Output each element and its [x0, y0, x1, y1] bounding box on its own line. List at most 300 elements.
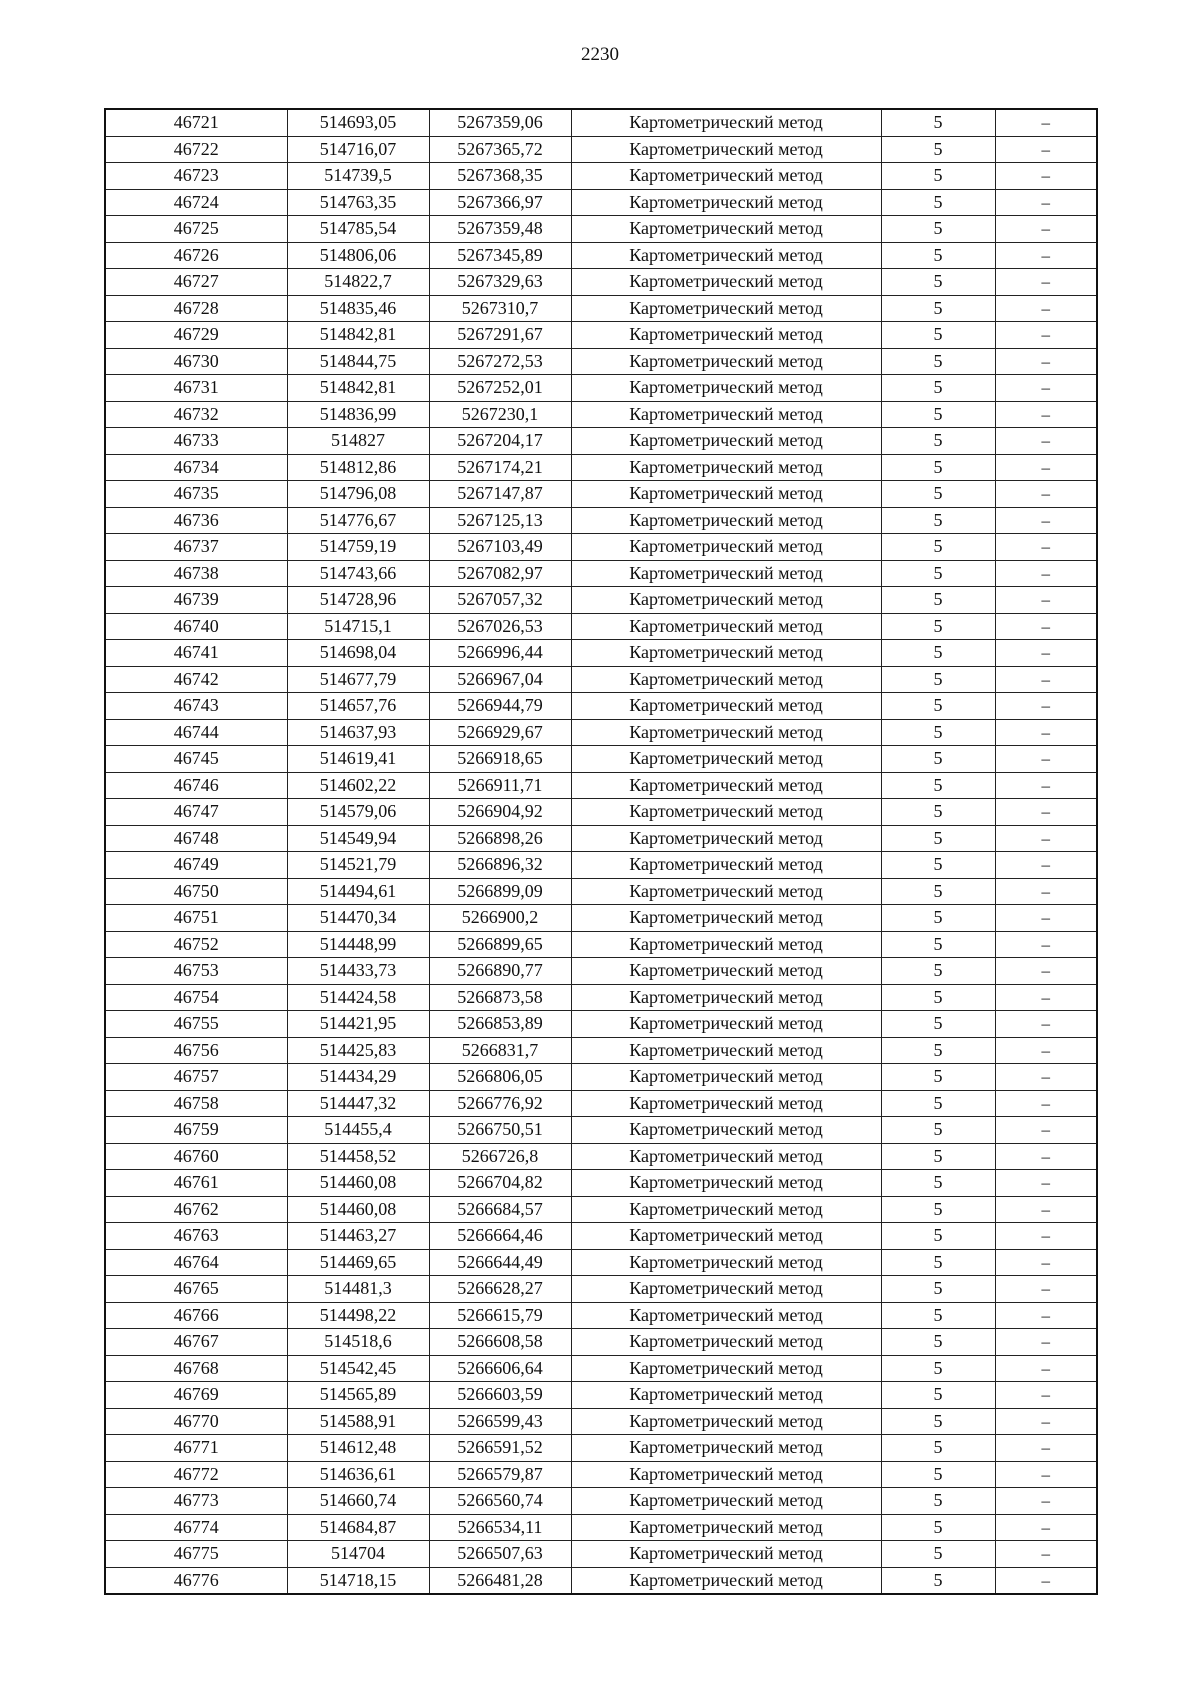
point-number-cell: 46727 [105, 269, 287, 296]
x-coordinate-cell: 514718,15 [287, 1567, 429, 1594]
note-cell: – [995, 428, 1097, 455]
accuracy-cell: 5 [881, 454, 995, 481]
y-coordinate-cell: 5266873,58 [429, 984, 571, 1011]
method-cell: Картометрический метод [571, 1567, 881, 1594]
x-coordinate-cell: 514739,5 [287, 163, 429, 190]
y-coordinate-cell: 5267082,97 [429, 560, 571, 587]
x-coordinate-cell: 514806,06 [287, 242, 429, 269]
point-number-cell: 46735 [105, 481, 287, 508]
table-row [105, 189, 1097, 216]
method-cell: Картометрический метод [571, 984, 881, 1011]
table-row [105, 1090, 1097, 1117]
y-coordinate-cell: 5266929,67 [429, 719, 571, 746]
y-coordinate-cell: 5266896,32 [429, 852, 571, 879]
x-coordinate-cell: 514424,58 [287, 984, 429, 1011]
accuracy-cell: 5 [881, 772, 995, 799]
method-cell: Картометрический метод [571, 295, 881, 322]
table-row [105, 1223, 1097, 1250]
note-cell: – [995, 269, 1097, 296]
method-cell: Картометрический метод [571, 269, 881, 296]
accuracy-cell: 5 [881, 1249, 995, 1276]
x-coordinate-cell: 514743,66 [287, 560, 429, 587]
accuracy-cell: 5 [881, 136, 995, 163]
accuracy-cell: 5 [881, 189, 995, 216]
method-cell: Картометрический метод [571, 666, 881, 693]
table-row [105, 216, 1097, 243]
method-cell: Картометрический метод [571, 1355, 881, 1382]
method-cell: Картометрический метод [571, 163, 881, 190]
point-number-cell: 46753 [105, 958, 287, 985]
x-coordinate-cell: 514588,91 [287, 1408, 429, 1435]
method-cell: Картометрический метод [571, 1541, 881, 1568]
note-cell: – [995, 189, 1097, 216]
note-cell: – [995, 1143, 1097, 1170]
note-cell: – [995, 401, 1097, 428]
table-row [105, 1037, 1097, 1064]
accuracy-cell: 5 [881, 799, 995, 826]
y-coordinate-cell: 5266481,28 [429, 1567, 571, 1594]
point-number-cell: 46746 [105, 772, 287, 799]
x-coordinate-cell: 514677,79 [287, 666, 429, 693]
y-coordinate-cell: 5266853,89 [429, 1011, 571, 1038]
table-row [105, 428, 1097, 455]
y-coordinate-cell: 5266806,05 [429, 1064, 571, 1091]
x-coordinate-cell: 514518,6 [287, 1329, 429, 1356]
table-row [105, 269, 1097, 296]
table-row [105, 507, 1097, 534]
accuracy-cell: 5 [881, 269, 995, 296]
point-number-cell: 46765 [105, 1276, 287, 1303]
accuracy-cell: 5 [881, 984, 995, 1011]
point-number-cell: 46766 [105, 1302, 287, 1329]
method-cell: Картометрический метод [571, 1249, 881, 1276]
y-coordinate-cell: 5267057,32 [429, 587, 571, 614]
point-number-cell: 46738 [105, 560, 287, 587]
note-cell: – [995, 1302, 1097, 1329]
y-coordinate-cell: 5266599,43 [429, 1408, 571, 1435]
accuracy-cell: 5 [881, 587, 995, 614]
accuracy-cell: 5 [881, 348, 995, 375]
method-cell: Картометрический метод [571, 1408, 881, 1435]
accuracy-cell: 5 [881, 958, 995, 985]
point-number-cell: 46767 [105, 1329, 287, 1356]
point-number-cell: 46726 [105, 242, 287, 269]
y-coordinate-cell: 5266684,57 [429, 1196, 571, 1223]
table-row [105, 1435, 1097, 1462]
accuracy-cell: 5 [881, 1329, 995, 1356]
accuracy-cell: 5 [881, 1488, 995, 1515]
page-number: 2230 [581, 44, 619, 65]
method-cell: Картометрический метод [571, 772, 881, 799]
note-cell: – [995, 1249, 1097, 1276]
point-number-cell: 46754 [105, 984, 287, 1011]
y-coordinate-cell: 5266608,58 [429, 1329, 571, 1356]
method-cell: Картометрический метод [571, 136, 881, 163]
table-row [105, 1541, 1097, 1568]
table-row [105, 878, 1097, 905]
note-cell: – [995, 375, 1097, 402]
point-number-cell: 46771 [105, 1435, 287, 1462]
x-coordinate-cell: 514498,22 [287, 1302, 429, 1329]
x-coordinate-cell: 514835,46 [287, 295, 429, 322]
point-number-cell: 46748 [105, 825, 287, 852]
note-cell: – [995, 931, 1097, 958]
point-number-cell: 46739 [105, 587, 287, 614]
note-cell: – [995, 1090, 1097, 1117]
point-number-cell: 46724 [105, 189, 287, 216]
x-coordinate-cell: 514565,89 [287, 1382, 429, 1409]
point-number-cell: 46723 [105, 163, 287, 190]
method-cell: Картометрический метод [571, 481, 881, 508]
x-coordinate-cell: 514612,48 [287, 1435, 429, 1462]
y-coordinate-cell: 5267310,7 [429, 295, 571, 322]
y-coordinate-cell: 5266996,44 [429, 640, 571, 667]
accuracy-cell: 5 [881, 693, 995, 720]
table-row [105, 587, 1097, 614]
x-coordinate-cell: 514433,73 [287, 958, 429, 985]
y-coordinate-cell: 5266726,8 [429, 1143, 571, 1170]
method-cell: Картометрический метод [571, 1514, 881, 1541]
method-cell: Картометрический метод [571, 719, 881, 746]
y-coordinate-cell: 5266890,77 [429, 958, 571, 985]
note-cell: – [995, 1514, 1097, 1541]
y-coordinate-cell: 5267103,49 [429, 534, 571, 561]
note-cell: – [995, 322, 1097, 349]
accuracy-cell: 5 [881, 1461, 995, 1488]
x-coordinate-cell: 514447,32 [287, 1090, 429, 1117]
y-coordinate-cell: 5267366,97 [429, 189, 571, 216]
accuracy-cell: 5 [881, 1355, 995, 1382]
y-coordinate-cell: 5266534,11 [429, 1514, 571, 1541]
y-coordinate-cell: 5266615,79 [429, 1302, 571, 1329]
method-cell: Картометрический метод [571, 1461, 881, 1488]
method-cell: Картометрический метод [571, 587, 881, 614]
point-number-cell: 46763 [105, 1223, 287, 1250]
note-cell: – [995, 534, 1097, 561]
method-cell: Картометрический метод [571, 1037, 881, 1064]
note-cell: – [995, 852, 1097, 879]
accuracy-cell: 5 [881, 852, 995, 879]
accuracy-cell: 5 [881, 1196, 995, 1223]
table-row [105, 1329, 1097, 1356]
note-cell: – [995, 136, 1097, 163]
table-row [105, 454, 1097, 481]
accuracy-cell: 5 [881, 878, 995, 905]
note-cell: – [995, 1567, 1097, 1594]
table-row [105, 1567, 1097, 1594]
accuracy-cell: 5 [881, 719, 995, 746]
point-number-cell: 46740 [105, 613, 287, 640]
point-number-cell: 46725 [105, 216, 287, 243]
note-cell: – [995, 1196, 1097, 1223]
y-coordinate-cell: 5266898,26 [429, 825, 571, 852]
accuracy-cell: 5 [881, 1117, 995, 1144]
y-coordinate-cell: 5267174,21 [429, 454, 571, 481]
x-coordinate-cell: 514812,86 [287, 454, 429, 481]
x-coordinate-cell: 514844,75 [287, 348, 429, 375]
y-coordinate-cell: 5266628,27 [429, 1276, 571, 1303]
x-coordinate-cell: 514463,27 [287, 1223, 429, 1250]
point-number-cell: 46764 [105, 1249, 287, 1276]
point-number-cell: 46732 [105, 401, 287, 428]
accuracy-cell: 5 [881, 1170, 995, 1197]
note-cell: – [995, 216, 1097, 243]
x-coordinate-cell: 514470,34 [287, 905, 429, 932]
x-coordinate-cell: 514704 [287, 1541, 429, 1568]
note-cell: – [995, 1329, 1097, 1356]
method-cell: Картометрический метод [571, 1223, 881, 1250]
accuracy-cell: 5 [881, 295, 995, 322]
x-coordinate-cell: 514822,7 [287, 269, 429, 296]
method-cell: Картометрический метод [571, 1435, 881, 1462]
x-coordinate-cell: 514602,22 [287, 772, 429, 799]
y-coordinate-cell: 5266899,09 [429, 878, 571, 905]
point-number-cell: 46749 [105, 852, 287, 879]
table-row [105, 905, 1097, 932]
y-coordinate-cell: 5266644,49 [429, 1249, 571, 1276]
table-body [105, 109, 1097, 1594]
y-coordinate-cell: 5266750,51 [429, 1117, 571, 1144]
y-coordinate-cell: 5266579,87 [429, 1461, 571, 1488]
table-row [105, 322, 1097, 349]
note-cell: – [995, 666, 1097, 693]
accuracy-cell: 5 [881, 534, 995, 561]
method-cell: Картометрический метод [571, 693, 881, 720]
method-cell: Картометрический метод [571, 1329, 881, 1356]
table-row [105, 348, 1097, 375]
accuracy-cell: 5 [881, 931, 995, 958]
table-row [105, 136, 1097, 163]
table-row [105, 1382, 1097, 1409]
point-number-cell: 46775 [105, 1541, 287, 1568]
accuracy-cell: 5 [881, 507, 995, 534]
accuracy-cell: 5 [881, 1382, 995, 1409]
x-coordinate-cell: 514657,76 [287, 693, 429, 720]
accuracy-cell: 5 [881, 1037, 995, 1064]
method-cell: Картометрический метод [571, 931, 881, 958]
method-cell: Картометрический метод [571, 109, 881, 136]
note-cell: – [995, 109, 1097, 136]
y-coordinate-cell: 5267291,67 [429, 322, 571, 349]
method-cell: Картометрический метод [571, 348, 881, 375]
method-cell: Картометрический метод [571, 958, 881, 985]
table-row [105, 109, 1097, 136]
note-cell: – [995, 1541, 1097, 1568]
method-cell: Картометрический метод [571, 905, 881, 932]
accuracy-cell: 5 [881, 401, 995, 428]
accuracy-cell: 5 [881, 1541, 995, 1568]
accuracy-cell: 5 [881, 1302, 995, 1329]
table-row [105, 1408, 1097, 1435]
point-number-cell: 46768 [105, 1355, 287, 1382]
method-cell: Картометрический метод [571, 534, 881, 561]
y-coordinate-cell: 5266776,92 [429, 1090, 571, 1117]
x-coordinate-cell: 514434,29 [287, 1064, 429, 1091]
table-row [105, 1514, 1097, 1541]
x-coordinate-cell: 514842,81 [287, 322, 429, 349]
y-coordinate-cell: 5267147,87 [429, 481, 571, 508]
note-cell: – [995, 454, 1097, 481]
table-row [105, 1196, 1097, 1223]
x-coordinate-cell: 514619,41 [287, 746, 429, 773]
x-coordinate-cell: 514715,1 [287, 613, 429, 640]
accuracy-cell: 5 [881, 1143, 995, 1170]
accuracy-cell: 5 [881, 560, 995, 587]
x-coordinate-cell: 514460,08 [287, 1170, 429, 1197]
x-coordinate-cell: 514698,04 [287, 640, 429, 667]
y-coordinate-cell: 5266944,79 [429, 693, 571, 720]
note-cell: – [995, 295, 1097, 322]
table-row [105, 1302, 1097, 1329]
accuracy-cell: 5 [881, 1408, 995, 1435]
point-number-cell: 46760 [105, 1143, 287, 1170]
note-cell: – [995, 348, 1097, 375]
note-cell: – [995, 560, 1097, 587]
x-coordinate-cell: 514759,19 [287, 534, 429, 561]
table-row [105, 958, 1097, 985]
x-coordinate-cell: 514494,61 [287, 878, 429, 905]
y-coordinate-cell: 5267230,1 [429, 401, 571, 428]
accuracy-cell: 5 [881, 1514, 995, 1541]
x-coordinate-cell: 514636,61 [287, 1461, 429, 1488]
point-number-cell: 46758 [105, 1090, 287, 1117]
x-coordinate-cell: 514842,81 [287, 375, 429, 402]
note-cell: – [995, 719, 1097, 746]
accuracy-cell: 5 [881, 375, 995, 402]
accuracy-cell: 5 [881, 1064, 995, 1091]
table-row [105, 1011, 1097, 1038]
note-cell: – [995, 1461, 1097, 1488]
method-cell: Картометрический метод [571, 560, 881, 587]
point-number-cell: 46742 [105, 666, 287, 693]
table-row [105, 1117, 1097, 1144]
point-number-cell: 46741 [105, 640, 287, 667]
accuracy-cell: 5 [881, 1567, 995, 1594]
y-coordinate-cell: 5266704,82 [429, 1170, 571, 1197]
x-coordinate-cell: 514716,07 [287, 136, 429, 163]
point-number-cell: 46774 [105, 1514, 287, 1541]
method-cell: Картометрический метод [571, 1302, 881, 1329]
accuracy-cell: 5 [881, 1090, 995, 1117]
point-number-cell: 46750 [105, 878, 287, 905]
point-number-cell: 46736 [105, 507, 287, 534]
accuracy-cell: 5 [881, 322, 995, 349]
x-coordinate-cell: 514637,93 [287, 719, 429, 746]
method-cell: Картометрический метод [571, 401, 881, 428]
point-number-cell: 46722 [105, 136, 287, 163]
y-coordinate-cell: 5267345,89 [429, 242, 571, 269]
table-row [105, 746, 1097, 773]
point-number-cell: 46757 [105, 1064, 287, 1091]
point-number-cell: 46752 [105, 931, 287, 958]
table-row [105, 1488, 1097, 1515]
method-cell: Картометрический метод [571, 825, 881, 852]
point-number-cell: 46772 [105, 1461, 287, 1488]
method-cell: Картометрический метод [571, 1196, 881, 1223]
point-number-cell: 46734 [105, 454, 287, 481]
x-coordinate-cell: 514579,06 [287, 799, 429, 826]
note-cell: – [995, 242, 1097, 269]
point-number-cell: 46773 [105, 1488, 287, 1515]
y-coordinate-cell: 5266507,63 [429, 1541, 571, 1568]
accuracy-cell: 5 [881, 1435, 995, 1462]
note-cell: – [995, 799, 1097, 826]
note-cell: – [995, 1488, 1097, 1515]
method-cell: Картометрический метод [571, 1117, 881, 1144]
y-coordinate-cell: 5267359,06 [429, 109, 571, 136]
accuracy-cell: 5 [881, 825, 995, 852]
note-cell: – [995, 1382, 1097, 1409]
method-cell: Картометрический метод [571, 852, 881, 879]
accuracy-cell: 5 [881, 428, 995, 455]
table-row [105, 1461, 1097, 1488]
x-coordinate-cell: 514448,99 [287, 931, 429, 958]
table-row [105, 799, 1097, 826]
method-cell: Картометрический метод [571, 375, 881, 402]
table-row [105, 375, 1097, 402]
x-coordinate-cell: 514458,52 [287, 1143, 429, 1170]
x-coordinate-cell: 514460,08 [287, 1196, 429, 1223]
point-number-cell: 46733 [105, 428, 287, 455]
point-number-cell: 46747 [105, 799, 287, 826]
coordinates-table [104, 108, 1098, 1595]
method-cell: Картометрический метод [571, 454, 881, 481]
x-coordinate-cell: 514684,87 [287, 1514, 429, 1541]
accuracy-cell: 5 [881, 1223, 995, 1250]
x-coordinate-cell: 514521,79 [287, 852, 429, 879]
x-coordinate-cell: 514693,05 [287, 109, 429, 136]
method-cell: Картометрический метод [571, 1011, 881, 1038]
method-cell: Картометрический метод [571, 1488, 881, 1515]
table-row [105, 640, 1097, 667]
note-cell: – [995, 984, 1097, 1011]
table-row [105, 1276, 1097, 1303]
method-cell: Картометрический метод [571, 242, 881, 269]
y-coordinate-cell: 5266591,52 [429, 1435, 571, 1462]
point-number-cell: 46769 [105, 1382, 287, 1409]
point-number-cell: 46759 [105, 1117, 287, 1144]
y-coordinate-cell: 5267329,63 [429, 269, 571, 296]
note-cell: – [995, 481, 1097, 508]
table-row [105, 852, 1097, 879]
x-coordinate-cell: 514542,45 [287, 1355, 429, 1382]
table-row [105, 1249, 1097, 1276]
note-cell: – [995, 1064, 1097, 1091]
point-number-cell: 46744 [105, 719, 287, 746]
point-number-cell: 46731 [105, 375, 287, 402]
y-coordinate-cell: 5266918,65 [429, 746, 571, 773]
table-row [105, 163, 1097, 190]
point-number-cell: 46743 [105, 693, 287, 720]
method-cell: Картометрический метод [571, 1064, 881, 1091]
y-coordinate-cell: 5266899,65 [429, 931, 571, 958]
note-cell: – [995, 1355, 1097, 1382]
point-number-cell: 46737 [105, 534, 287, 561]
y-coordinate-cell: 5266967,04 [429, 666, 571, 693]
table-row [105, 666, 1097, 693]
y-coordinate-cell: 5267272,53 [429, 348, 571, 375]
note-cell: – [995, 905, 1097, 932]
table-row [105, 242, 1097, 269]
y-coordinate-cell: 5266900,2 [429, 905, 571, 932]
x-coordinate-cell: 514776,67 [287, 507, 429, 534]
table-row [105, 481, 1097, 508]
note-cell: – [995, 613, 1097, 640]
accuracy-cell: 5 [881, 666, 995, 693]
table-row [105, 719, 1097, 746]
x-coordinate-cell: 514763,35 [287, 189, 429, 216]
table-row [105, 1355, 1097, 1382]
